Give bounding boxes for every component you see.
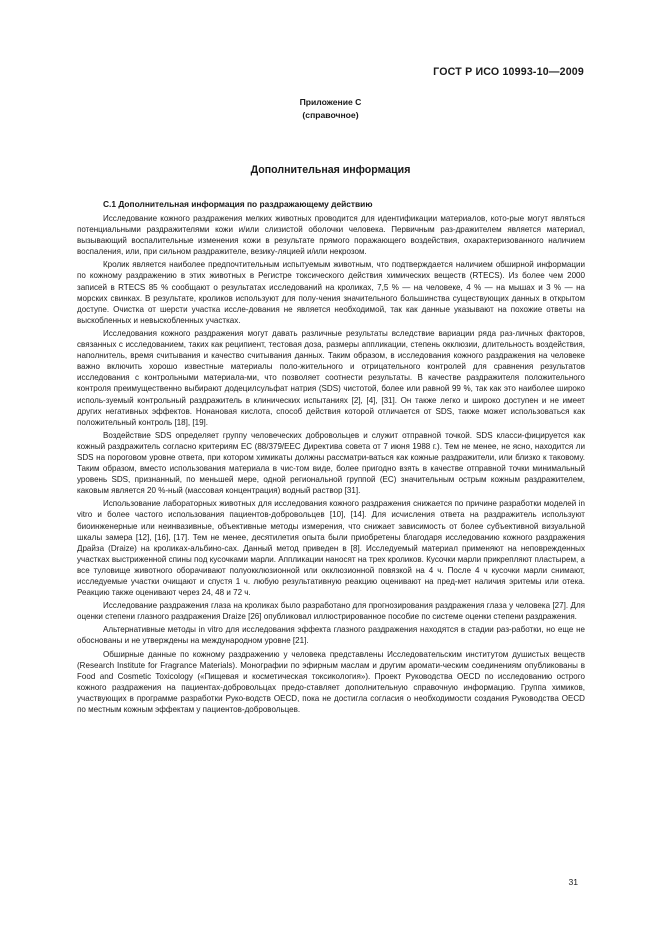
page-number: 31 [568, 877, 578, 887]
standard-number: ГОСТ Р ИСО 10993-10—2009 [433, 66, 584, 78]
paragraph: Использование лабораторных животных для исследования кожного раздражения снижается по причине разработки моделей in vitro и более частого использования пациентов-добровольцев [10], [14]. Для исчисления ответа на раздражитель используют биоинженерные или неинвазивные, объективные методы измерения, что снижает зависимость от более субъективной визуальной шкалы замера [12], [16], [17]. Тем не менее, десятилетия опыта были приобретены благодаря исследованию кожного раздражения Драйза (Draize) на кроликах-альбино-сах. Данный метод приведен в [8]. Исследуемый материал применяют на неповрежденных участках выстриженной спины под кусочками марли. Аппликации наносят на трех кроликов. Кусочки марли прикрепляют пластырем, а все туловище животного оборачивают полуокклюзионной или окклюзионной повязкой на 4 ч. После 4 ч кусочки марли снимают, исследуемые участки очищают и спустя 1 ч. любую результативную реакцию оценивают на пред-мет наличия эритемы или отека. Реакцию также оценивают через 24, 48 и 72 ч. [77, 499, 585, 598]
appendix-block [0, 96, 661, 121]
paragraph: Обширные данные по кожному раздражению у человека представлены Исследовательским институтом душистых веществ (Research Institute for Fragrance Materials). Монографии по эфирным маслам и другим аромати-ческим соединениям опубликованы в Food and Cosmetic Toxicology («Пищевая и косметическая токсикология»). Проект Руководства OECD по исследованию острого кожного раздражения на пациентах-добровольцах предо-ставляет дополнительную справочную информацию. Группа химиков, участвующих в программе разработки Руко-водств OECD, пока не достигла согласия о необходимости создания Руководства OECD по местным кожным эффектам у пациентов-добровольцев. [77, 649, 585, 715]
appendix-title: Приложение С [299, 97, 362, 107]
paragraph: Альтернативные методы in vitro для исследования эффекта глазного раздражения находятся в стадии раз-работки, но еще не обоснованы и не утверждены на международном уровне [21]. [77, 625, 585, 646]
paragraph: Исследование раздражения глаза на кроликах было разработано для прогнозирования раздражения глаза у человека [27]. Для оценки степени глазного раздражения Draize [26] опубликовал иллюстрированное пособие по системе оценки степени раздражения. [77, 601, 585, 622]
page-heading: Дополнительная информация [250, 164, 411, 176]
paragraph: Исследование кожного раздражения мелких животных проводится для идентификации материалов, кото-рые могут являться потенциальными раздражителями кожи и/или слизистой оболочки человека. Первичным раз-дражителем является материал, вызывающий воспалительные изменения кожи в результате прямого поражающего воздействия, охарактеризованного наличием воспаления, или, при сильном раздражителе, везику-ляцией и/или некрозом. [77, 214, 585, 257]
paragraph: Кролик является наиболее предпочтительным испытуемым животным, что подтверждается наличием обширной информации по кожному раздражению в этих животных в Регистре токсического действия химических веществ (RTECS). Из более чем 2000 записей в RTECS 85 % сообщают о результатах исследований на кроликах, 7,5 % — на человеке, 4 % — на мышах и 3 % — на морских свинках. В результате, кроликов используют для полу-чения значительного большинства существующих данных в открытом доступе. Очистка от шерсти участка иссле-дования не является необходимой, так как данные указывают на похожие ответы на выскобленных и невыскобленных участках. [77, 260, 585, 325]
appendix-subtitle: (справочное) [302, 109, 359, 120]
paragraph: Исследования кожного раздражения могут давать различные результаты вследствие вариации ряда раз-личных факторов, связанных с исследованием, таких как реципиент, тестовая доза, размеры аппликации, степень окклюзии, длительность воздействия, наполнитель, время считывания и качество считывания данных. Таким образом, в исследования кожного раздражения на человеке важно включить хорошо известные материалы поло-жительного и отрицательного контролей для сравнения результатов исследования с контрольными материала-ми, что позволяет соотнести результаты. В качестве раздражителя положительного контроля преимущественно выбирают додецилсульфат натрия (SDS) чистотой, более или равной 99 %, так как это наиболее широко исполь-зуемый контрольный раздражитель в клинических испытаниях [2], [4], [31]. Он также легко и широко доступен и не имеет других негативных эффектов. Нонановая кислота, способ действия которой отличается от SDS, также может использоваться как положительный контроль [18], [19]. [77, 328, 585, 427]
section-title: С.1 Дополнительная информация по раздражающему действию [103, 199, 373, 209]
document-body [77, 213, 585, 717]
paragraph: Воздействие SDS определяет группу человеческих добровольцев и служит отправной точкой. SDS класси-фицируется как кожный раздражитель согласно критериям ЕС (88/379/ЕЕС Директива совета от 7 июня 1988 г.). Тем не менее, не ясно, находится ли SDS на пороговом уровне ответа, при котором химикаты должны рассматри-ваться как кожные раздражители, или близко к таковому. Таким образом, вместо использования материала в чис-том виде, более пригодно взять в качестве отправной точки минимальный уровень SDS, признанный, по меньшей мере, одной региональной группой (ЕС) значительным острым кожным раздражителем, каковым является 20 %-ный (массовая концентрация) водный раствор [31]. [77, 430, 585, 496]
